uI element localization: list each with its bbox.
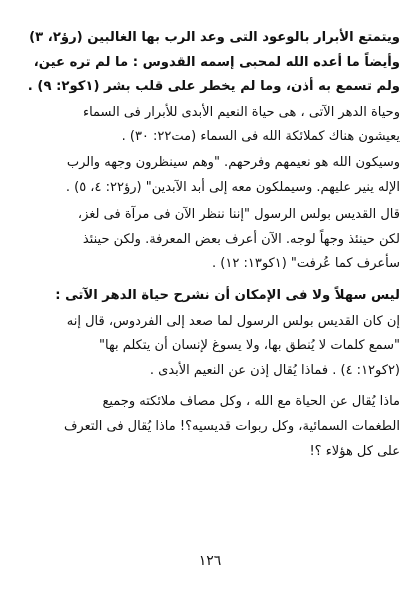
- text-line: ويتمتع الأبرار بالوعود التى وعد الرب بها الغالبين (رؤ٢، ٣): [29, 30, 400, 45]
- text-line: "سمع كلمات لا يُنطق بها، ولا يسوغ لإنسان أن يتكلم بها": [99, 338, 400, 354]
- text-line: ماذا يُقال عن الحياة مع الله ، وكل مصاف ملائكته وجميع: [102, 394, 400, 410]
- section-heading: [20, 284, 400, 309]
- heading-line: ليس سهلاً ولا فى الإمكان أن نشرح حياة الدهر الآتى :: [55, 287, 400, 303]
- paragraph: [20, 203, 400, 277]
- text-line: الإله ينير عليهم. وسيملكون معه إلى أبد الآبدين" (رؤ٢٢: ٤، ٥) .: [65, 179, 400, 195]
- paragraph: [20, 390, 400, 464]
- text-line: وسيكون الله هو نعيمهم وفرحهم. "وهم سينظرون وجهه والرب: [66, 154, 400, 170]
- intro-paragraph: [20, 26, 400, 100]
- text-line: ولم تسمع به أذن، وما لم يخطر على قلب بشر (١كو٢: ٩) .: [27, 79, 400, 95]
- paragraph: [20, 151, 400, 200]
- paragraph: [20, 101, 400, 150]
- text-line: قال القديس بولس الرسول "إننا ننظر الآن فى مرآة فى لغز،: [77, 207, 400, 223]
- page-number: ١٢٦: [198, 553, 222, 569]
- paragraph: [20, 310, 400, 384]
- text-line: على كل هؤلاء ؟!: [309, 443, 400, 459]
- text-line: (٢كو١٢: ٤) . فماذا يُقال إذن عن النعيم الأبدى .: [149, 362, 400, 378]
- text-line: يعيشون هناك كملائكة الله فى السماء (مت٢٢: ٣٠) .: [121, 129, 400, 145]
- text-line: وحياة الدهر الآتى ، هى حياة النعيم الأبدى للأبرار فى السماء: [82, 104, 400, 120]
- text-line: وأيضاً ما أعده الله لمحبى إسمه القدوس : ما لم تره عين،: [33, 54, 400, 70]
- text-line: إن كان القديس بولس الرسول لما صعد إلى الفردوس، قال إنه: [66, 313, 400, 329]
- text-line: لكن حينئذ وجهاً لوجه. الآن أعرف بعض المعرفة. ولكن حينئذ: [82, 231, 400, 247]
- text-line: الطغمات السمائية، وكل ربوات قديسيه؟! ماذا يُقال فى التعرف: [63, 418, 400, 434]
- text-line: سأعرف كما عُرفت" (١كو١٣: ١٢) .: [212, 256, 400, 272]
